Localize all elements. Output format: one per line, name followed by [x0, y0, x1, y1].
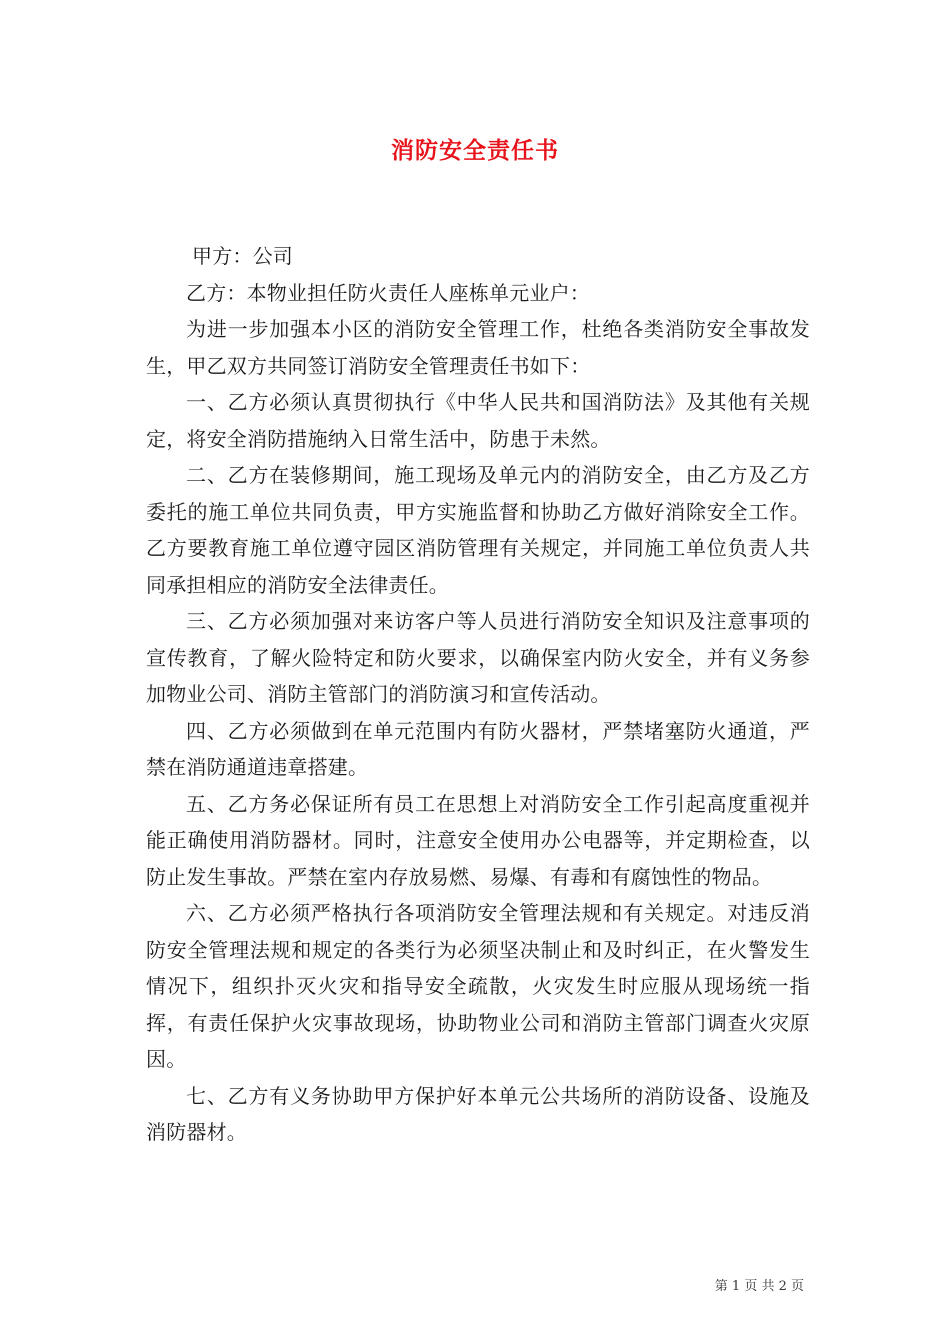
- clause-4: 四、乙方必须做到在单元范围内有防火器材，严禁堵塞防火通道，严禁在消防通道违章搭建。: [146, 718, 810, 779]
- clause-6: 六、乙方必须严格执行各项消防安全管理法规和有关规定。对违反消防安全管理法规和规定的各类行为必须坚决制止和及时纠正，在火警发生情况下，组织扑灭火灾和指导安全疏散，火灾发生时应服从现场统一指挥，有责任保护火灾事故现场，协助物业公司和消防主管部门调查火灾原因。: [146, 901, 810, 1071]
- preamble-paragraph: 为进一步加强本小区的消防安全管理工作，杜绝各类消防安全事故发生，甲乙双方共同签订消防安全管理责任书如下：: [146, 317, 810, 378]
- clause-2: 二、乙方在装修期间，施工现场及单元内的消防安全，由乙方及乙方委托的施工单位共同负责，甲方实施监督和协助乙方做好消除安全工作。乙方要教育施工单位遵守园区消防管理有关规定，并同施工单位负责人共同承担相应的消防安全法律责任。: [146, 463, 810, 597]
- clause-7: 七、乙方有义务协助甲方保护好本单元公共场所的消防设备、设施及消防器材。: [146, 1083, 810, 1144]
- document-body: [146, 238, 810, 1151]
- page-number-footer: 第 1 页 共 2 页: [714, 1279, 804, 1294]
- clause-1: 一、乙方必须认真贯彻执行《中华人民共和国消防法》及其他有关规定，将安全消防措施纳入日常生活中，防患于未然。: [146, 390, 810, 451]
- clause-5: 五、乙方务必保证所有员工在思想上对消防安全工作引起高度重视并能正确使用消防器材。同时，注意安全使用办公电器等，并定期检查，以防止发生事故。严禁在室内存放易燃、易爆、有毒和有腐蚀性的物品。: [146, 791, 810, 889]
- document-title: 消防安全责任书: [391, 138, 559, 164]
- party-b-line: 乙方：本物业担任防火责任人座栋单元业户：: [186, 280, 590, 305]
- clause-3: 三、乙方必须加强对来访客户等人员进行消防安全知识及注意事项的宣传教育，了解火险特定和防火要求，以确保室内防火安全，并有义务参加物业公司、消防主管部门的消防演习和宣传活动。: [146, 609, 810, 706]
- party-a-line: 甲方：公司: [192, 244, 293, 268]
